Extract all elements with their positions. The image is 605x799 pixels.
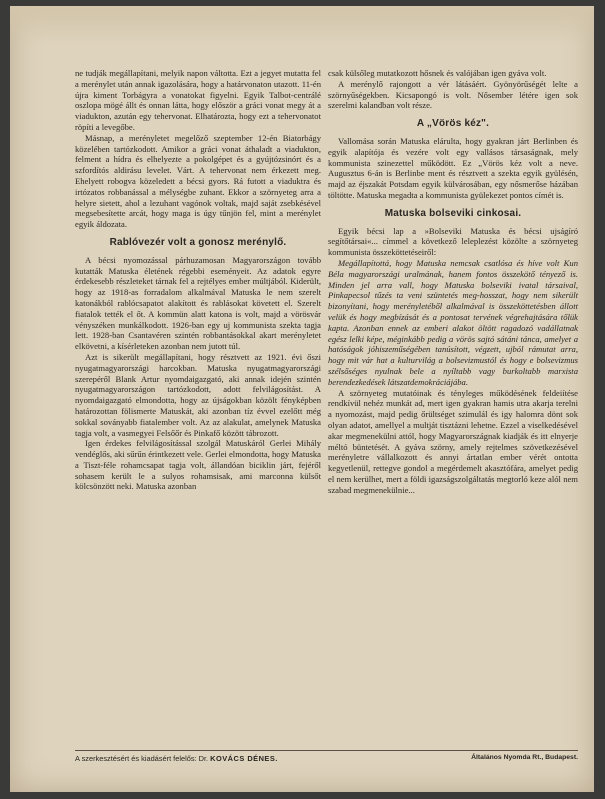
paragraph: Egyik bécsi lap a »Bolseviki Matuska és bécsi ujságíró segítőtársai«... címmel a következő leleplezést közölte a szörnyeteg kommunista összeköttetéseiről:	[328, 225, 578, 258]
paragraph: csak külsőleg mutatkozott hősnek és valójában igen gyáva volt.	[328, 68, 547, 78]
editor-credit	[75, 754, 278, 763]
paragraph: A merénylő rajongott a vér látásáért. Gyönyörűségét lelte a szörnyűségekben. Kicsapongó is volt. Nősember létére igen sok szerelmi kalandban volt része.	[328, 78, 578, 111]
section-heading: Rablóvezér volt a gonosz merénylő.	[109, 236, 287, 248]
editor-label: A szerkesztésért és kiadásért felelős: Dr.	[75, 754, 209, 763]
section-heading: A „Vörös kéz".	[416, 118, 490, 130]
paragraph: A bécsi nyomozással párhuzamosan Magyarországon tovább kutatták Matuska életének régebbi eseményeit. Az adatok egyre érdekesebb részleteket tárnak fel a rejtélyes ember múltjából. Kiderült, hogy az 1918-as forradalom alkalmával Matuska le nem szerelt katonákból rablócsapatot alakított és rablásokat követett el. Szerelt fiatalok tették el őt. A kommün alatt katona is volt, majd a vörösvár vényszéken munkálkodott. 1926-ban egy uj kommunista szekta tagja lett. 1928-ban Csantavéren szintén robbantásokkal akart merényletet elkövetni, a kísérleteken azonban nem jutott túl.	[75, 254, 321, 352]
right-column	[328, 68, 578, 495]
paragraph: Másnap, a merényletet megelőző szeptember 12-én Biatorbágy közelében tartózkodott. Amikor a gráci vonat áthaladt a viadukton, felment a hídra és elhelyezte a pokolgépet és a gyújtózsinórt és a szfordítós aldirásu levelet. Várt. A tehervonat nem érkezett meg. Ehelyett robogva közeledett a bécsi gyors. Rá futott a viaduktra és irtózatos robbanással a mélységbe zuhant. Ekkor a szörnyeteg arra a helyre sietett, ahol a lezuhant vagónok voltak, majd saját zsebkésével megsebesítette arcát, hogy maga is úgy tűnjön fel, mint a merénylet egyik áldozata.	[75, 132, 321, 230]
quoted-paragraph: Megállapítottá, hogy Matuska nemcsak csatlósa és híve volt Kun Béla magyarországi uralmának, hanem fontos összekötő tényező is. Minden jel arra vall, hogy Matuska bolseviki ivatal társaival, Pinkapecsol tűzés ta veni szüntetés meg-hosszat, hogy nem sikerült bizonyítani, hogy merényletéből alkalmával is összeköttetésben állott velük és hogy megbízását és a pontosat tervének végrehajtására tőlük kapta. Azonban ennek az emberi alakot öltött ragadozó vadállatnak egész lelki képe, méginkább pedig a vörös sajtó sátáni tánca, amelyet a hatóságok jóhiszeműségében tanúsított, végzett, ujból rámutat arra, hogy mit vár hat a kulturvilág a bolsevizmustól és hogy e bolsevizmus szélsőséges nyulnak bele a nyíltabb vagy burkoltabb marxista berendezkedések látszatdemokráciájába.	[328, 257, 578, 387]
paragraph: A szörnyeteg mutatóinak és tényleges működésének feldeiítése rendkívül nehéz munkát ad, mert igen gyakran hamis utra akarja terelni a nyomozást, majd pedig őrültséget szimulál és igy halomra dönt sok olyan adatot, amellyel a multját tisztázni lehetne. Ezzel a viselkedésével akar megmenekülni attól, hogy Magyarországnak kiadják és itt elnyerje méltó büntetését. A gyáva szörny, amely rejtelmes szövetkezésével merényletre vállalkozott és annyi ártatlan ember vérét ontotta kegyetlenül, rettegve gondol a megérdemelt akasztófára, amelyet pedig el nem kerülhet, mert a földi igazságszolgáltatás megtorló keze alól nem szabad megmenekülnie...	[328, 387, 578, 495]
section-heading: Matuska bolseviki cinkosai.	[384, 207, 522, 219]
printer-credit: Általános Nyomda Rt., Budapest.	[471, 754, 578, 761]
paragraph: ne tudják megállapítani, melyik napon váltotta. Ezt a jegyet mutatta fel a merénylet után annak igazolására, hogy a határvonaton utazott. 11-én újra kiment Torbágyra a vonatokat figyelni. Egyik Talbot-centrálé oszlopa mögé állt és onnan látta, hogy először a gráci vonat megy át a viadukton, azután egy tehervonat. Elhatározta, hogy ezt a tehervonatot röpíti a levegőbe.	[75, 68, 321, 132]
paragraph: Vallomása során Matuska elárulta, hogy gyakran járt Berlinben és egyik alapítója és vezére volt egy vallásos társaságnak, mely kommunista szinezettel működött. Ez „Vörös kéz volt a neve. Augusztus 6-án is Berlinbe ment és résztvett a szekta egyik gyülésén, majd az éjszakát Potsdam egyik külvárosában, egy nősmerőse házában töltötte. Matuska megadta a kommunista gyülekezet pontos címét is.	[328, 135, 578, 200]
newspaper-page	[10, 6, 594, 792]
editor-name: KOVÁCS DÉNES.	[210, 754, 278, 763]
imprint-footer	[75, 750, 578, 763]
left-column	[75, 68, 321, 492]
paragraph: Azt is sikerült megállapítani, hogy résztvett az 1921. évi őszi nyugatmagyarországi harcokban. Matuska nyugatmagyarországi szerepéről Blank Artur nyomdaigazgató, aki annak idején szintén nyugatmagyarországon tartózkodott, adott felvilágosítást. A nyomdaigazgató elmondotta, hogy az újságokban közölt fényképben határozottan fölismerte Matuskát, aki azonban tíz évvel ezelőtt még sokkal soványabb fiatalember volt. Az az alakulat, amelynek Matuska tagja volt, a vasmegyei Felsőőr és Pinkafő között tábrozott.	[75, 351, 321, 438]
paragraph: Igen érdekes felvilágosítással szolgál Matuskáról Gerlei Mihály vendéglős, aki sűrűn érintkezett vele. Gerlei elmondotta, hogy Matuska a Tiszt-féle rohamcsapat tagja volt, állandóan biciklin járt, fejéről sohasem került le a sulyos rohamsisak, ami marconna külsőt kölcsönzött neki. Matuska azonban	[75, 438, 321, 492]
